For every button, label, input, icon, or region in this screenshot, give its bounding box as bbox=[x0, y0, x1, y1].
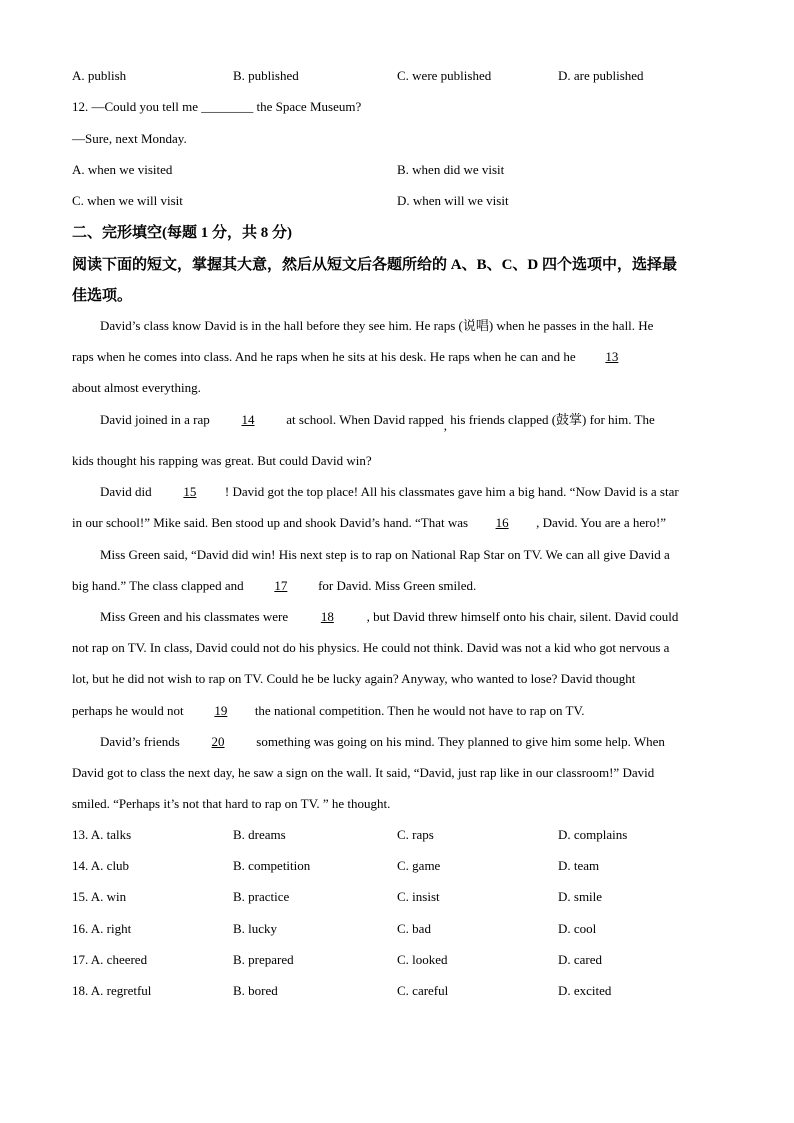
question-13-option-d: D. complains bbox=[558, 827, 628, 842]
passage-p4-line2 bbox=[72, 578, 722, 594]
question-15-option-c: C. insist bbox=[397, 889, 440, 904]
passage-comma: , bbox=[443, 418, 448, 433]
passage-p2-line2: kids thought his rapping was great. But could David win? bbox=[72, 453, 372, 468]
q11-option-a: A. publish bbox=[72, 68, 127, 83]
section-instruction-line2: 佳选项。 bbox=[72, 288, 133, 304]
q11-option-b: B. published bbox=[233, 68, 299, 83]
passage-p1-line1: David’s class know David is in the hall before they see him. He raps (说唱) when he passes in the hall. He bbox=[100, 318, 654, 333]
passage-p6-line3: smiled. “Perhaps it’s not that hard to rap on TV. ” he thought. bbox=[72, 796, 391, 811]
passage-text: perhaps he would not bbox=[72, 703, 187, 718]
question-17-option-c: C. looked bbox=[397, 952, 448, 967]
q11-option-c: C. were published bbox=[397, 68, 492, 83]
passage-p5-line2: not rap on TV. In class, David could not do his physics. He could not think. David was not a kid who got nervous a bbox=[72, 640, 670, 655]
section-instruction-line1: 阅读下面的短文，掌握其大意，然后从短文后各题所给的 A、B、C、D 四个选项中，选择最 bbox=[72, 257, 678, 273]
blank-15: 15 bbox=[183, 484, 197, 499]
question-18-option-c: C. careful bbox=[397, 983, 449, 998]
passage-text: for David. Miss Green smiled. bbox=[314, 578, 477, 593]
question-13-option-b: B. dreams bbox=[233, 827, 286, 842]
question-18-option-d: D. excited bbox=[558, 983, 612, 998]
q12-stem bbox=[72, 99, 361, 115]
passage-text: , David. You are a hero!” bbox=[536, 515, 667, 530]
passage-text: in our school!” Mike said. Ben stood up and shook David’s hand. “That was bbox=[72, 515, 469, 530]
question-18-option-a: 18. A. regretful bbox=[72, 983, 152, 998]
passage-p1-line2 bbox=[72, 349, 722, 365]
question-15-option-a: 15. A. win bbox=[72, 889, 127, 904]
q12-option-c: C. when we will visit bbox=[72, 193, 183, 208]
passage-p6-line2: David got to class the next day, he saw a sign on the wall. It said, “David, just rap like in our classroom!” David bbox=[72, 765, 655, 780]
passage-p3-line1 bbox=[100, 484, 750, 500]
blank-18: 18 bbox=[320, 609, 334, 624]
passage-p5-line1 bbox=[100, 609, 750, 625]
question-16-option-b: B. lucky bbox=[233, 921, 278, 936]
question-14-option-a: 14. A. club bbox=[72, 858, 130, 873]
passage-p3-line2 bbox=[72, 515, 722, 531]
q12-option-b: B. when did we visit bbox=[397, 162, 505, 177]
passage-text: David did bbox=[100, 484, 155, 499]
question-14-option-d: D. team bbox=[558, 858, 600, 873]
question-16-option-a: 16. A. right bbox=[72, 921, 132, 936]
question-18-option-b: B. bored bbox=[233, 983, 278, 998]
question-17-option-a: 17. A. cheered bbox=[72, 952, 148, 967]
passage-text: something was going on his mind. They planned to give him some help. When bbox=[253, 734, 665, 749]
passage-text: David joined in a rap bbox=[100, 412, 213, 427]
blank-17: 17 bbox=[274, 578, 288, 593]
passage-text: his friends clapped (鼓掌) for him. The bbox=[447, 412, 655, 427]
blank-19: 19 bbox=[214, 703, 228, 718]
passage-p1-line3: about almost everything. bbox=[72, 380, 201, 395]
passage-text: ! David got the top place! All his classmates gave him a big hand. “Now David is a star bbox=[224, 484, 679, 499]
passage-text: at school. When David rapped bbox=[283, 412, 444, 427]
question-13-option-c: C. raps bbox=[397, 827, 434, 842]
question-14-option-c: C. game bbox=[397, 858, 441, 873]
passage-text: David’s friends bbox=[100, 734, 184, 749]
q11-option-d: D. are published bbox=[558, 68, 644, 83]
question-16-option-d: D. cool bbox=[558, 921, 597, 936]
blank-14: 14 bbox=[241, 412, 255, 427]
question-15-option-d: D. smile bbox=[558, 889, 603, 904]
question-17-option-d: D. cared bbox=[558, 952, 603, 967]
q12-option-d: D. when will we visit bbox=[397, 193, 509, 208]
blank-13: 13 bbox=[605, 349, 619, 364]
passage-p5-line3: lot, but he did not wish to rap on TV. Could he be lucky again? Anyway, who wanted to lose? David thought bbox=[72, 671, 636, 686]
passage-p4-line1: Miss Green said, “David did win! His next step is to rap on National Rap Star on TV. We can all give David a bbox=[100, 547, 670, 562]
passage-text: , but David threw himself onto his chair, silent. David could bbox=[363, 609, 679, 624]
question-17-option-b: B. prepared bbox=[233, 952, 294, 967]
passage-p5-line4 bbox=[72, 703, 722, 719]
question-15-option-b: B. practice bbox=[233, 889, 290, 904]
passage-p6-line1 bbox=[100, 734, 750, 750]
q12-reply: —Sure, next Monday. bbox=[72, 131, 187, 146]
question-13-option-a: 13. A. talks bbox=[72, 827, 132, 842]
question-16-option-c: C. bad bbox=[397, 921, 431, 936]
passage-text: big hand.” The class clapped and bbox=[72, 578, 247, 593]
q12-stem-prefix: 12. —Could you tell me bbox=[72, 99, 199, 114]
q12-option-a: A. when we visited bbox=[72, 162, 173, 177]
blank-20: 20 bbox=[211, 734, 225, 749]
passage-text: the national competition. Then he would not have to rap on TV. bbox=[254, 703, 585, 718]
blank-16: 16 bbox=[495, 515, 509, 530]
passage-text: Miss Green and his classmates were bbox=[100, 609, 292, 624]
q12-stem-suffix: the Space Museum? bbox=[253, 99, 362, 114]
passage-p2-line1 bbox=[100, 412, 750, 433]
section-title: 二、完形填空(每题 1 分，共 8 分) bbox=[72, 225, 292, 241]
passage-text: raps when he comes into class. And he raps when he sits at his desk. He raps when he can and he bbox=[72, 349, 579, 364]
question-14-option-b: B. competition bbox=[233, 858, 311, 873]
q12-stem-blank: ________ bbox=[201, 99, 254, 114]
